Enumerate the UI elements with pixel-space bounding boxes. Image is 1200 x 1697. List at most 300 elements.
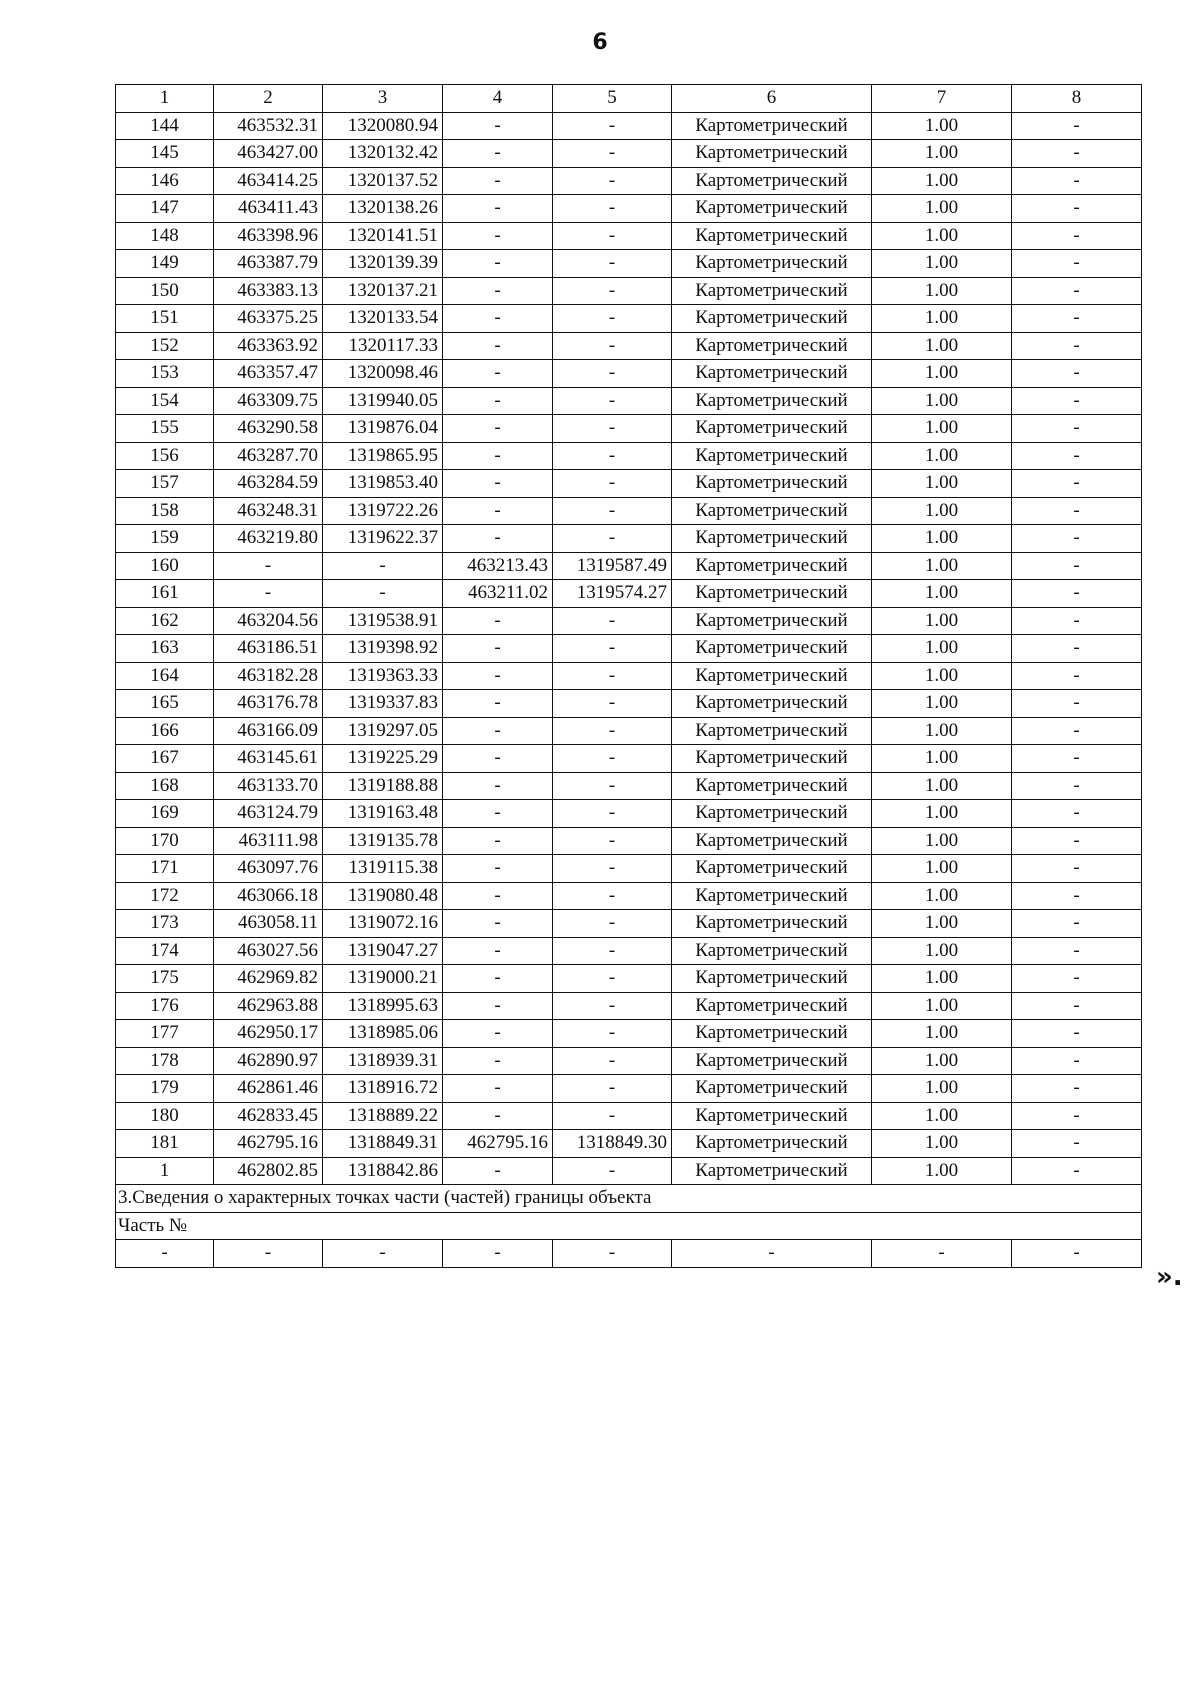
table-cell: - — [1012, 470, 1142, 498]
table-cell: - — [443, 387, 553, 415]
table-cell: - — [553, 360, 672, 388]
table-cell: - — [553, 800, 672, 828]
table-cell: - — [553, 910, 672, 938]
table-cell: Картометрический — [672, 305, 872, 333]
table-row — [116, 167, 1142, 195]
table-cell: 463133.70 — [214, 772, 323, 800]
page-number: 6 — [592, 30, 608, 55]
table-cell: 1319398.92 — [323, 635, 443, 663]
table-cell: - — [443, 937, 553, 965]
table-cell: - — [116, 1240, 214, 1268]
table-cell: 463411.43 — [214, 195, 323, 223]
table-cell: 1.00 — [872, 360, 1012, 388]
table-cell: - — [553, 717, 672, 745]
table-cell: 462795.16 — [214, 1130, 323, 1158]
table-cell: - — [1012, 250, 1142, 278]
table-cell: Картометрический — [672, 910, 872, 938]
table-cell: 462950.17 — [214, 1020, 323, 1048]
table-cell: 463383.13 — [214, 277, 323, 305]
table-cell: 1.00 — [872, 140, 1012, 168]
table-row — [116, 937, 1142, 965]
table-cell: Картометрический — [672, 195, 872, 223]
table-cell: 1.00 — [872, 827, 1012, 855]
table-cell: - — [553, 1240, 672, 1268]
table-cell: - — [443, 250, 553, 278]
table-cell: 1320117.33 — [323, 332, 443, 360]
table-row — [116, 140, 1142, 168]
table-cell: Картометрический — [672, 855, 872, 883]
table-cell: 1.00 — [872, 525, 1012, 553]
column-header: 7 — [872, 85, 1012, 113]
table-cell: Картометрический — [672, 1157, 872, 1185]
table-cell: 147 — [116, 195, 214, 223]
table-row — [116, 497, 1142, 525]
table-cell: 1318985.06 — [323, 1020, 443, 1048]
table-cell: - — [553, 1075, 672, 1103]
table-cell: 1319135.78 — [323, 827, 443, 855]
table-cell: - — [443, 882, 553, 910]
table-cell: 167 — [116, 745, 214, 773]
table-row — [116, 690, 1142, 718]
table-cell: - — [443, 717, 553, 745]
table-cell: 1319587.49 — [553, 552, 672, 580]
table-cell: 1320132.42 — [323, 140, 443, 168]
table-cell: 463414.25 — [214, 167, 323, 195]
table-cell: 1320098.46 — [323, 360, 443, 388]
table-cell: Картометрический — [672, 167, 872, 195]
table-cell: 161 — [116, 580, 214, 608]
table-cell: Картометрический — [672, 1130, 872, 1158]
table-cell: - — [443, 1102, 553, 1130]
table-row — [116, 607, 1142, 635]
table-cell: - — [443, 662, 553, 690]
table-cell: 1.00 — [872, 855, 1012, 883]
table-cell: Картометрический — [672, 222, 872, 250]
table-cell: - — [1012, 1047, 1142, 1075]
table-cell: - — [1012, 965, 1142, 993]
table-cell: - — [1012, 1240, 1142, 1268]
table-cell: 169 — [116, 800, 214, 828]
table-cell: 159 — [116, 525, 214, 553]
table-cell: 1.00 — [872, 387, 1012, 415]
table-row — [116, 525, 1142, 553]
table-cell: 1319574.27 — [553, 580, 672, 608]
table-cell: 1.00 — [872, 717, 1012, 745]
table-cell: - — [1012, 305, 1142, 333]
table-cell: - — [443, 470, 553, 498]
part-row — [116, 1240, 1142, 1268]
table-cell: 149 — [116, 250, 214, 278]
table-cell: 1318916.72 — [323, 1075, 443, 1103]
table-cell: 150 — [116, 277, 214, 305]
table-cell: 1.00 — [872, 277, 1012, 305]
table-cell: - — [1012, 167, 1142, 195]
table-cell: - — [553, 607, 672, 635]
column-header: 3 — [323, 85, 443, 113]
table-cell: - — [1012, 937, 1142, 965]
table-cell: 463532.31 — [214, 112, 323, 140]
table-cell: Картометрический — [672, 140, 872, 168]
table-cell: 165 — [116, 690, 214, 718]
table-cell: 1.00 — [872, 772, 1012, 800]
table-cell: 1319940.05 — [323, 387, 443, 415]
table-cell: 168 — [116, 772, 214, 800]
table-cell: Картометрический — [672, 937, 872, 965]
table-cell: - — [1012, 662, 1142, 690]
table-cell: - — [443, 415, 553, 443]
table-row — [116, 965, 1142, 993]
table-cell: - — [1012, 607, 1142, 635]
table-cell: 1318889.22 — [323, 1102, 443, 1130]
table-row — [116, 442, 1142, 470]
table-cell: - — [553, 1102, 672, 1130]
table-cell: 463284.59 — [214, 470, 323, 498]
table-cell: 1.00 — [872, 1047, 1012, 1075]
table-cell: Картометрический — [672, 827, 872, 855]
table-cell: Картометрический — [672, 580, 872, 608]
column-header: 6 — [672, 85, 872, 113]
table-cell: - — [443, 690, 553, 718]
table-cell: 463111.98 — [214, 827, 323, 855]
table-cell: 1.00 — [872, 662, 1012, 690]
table-cell: 1.00 — [872, 1157, 1012, 1185]
table-cell: 177 — [116, 1020, 214, 1048]
table-cell: - — [553, 827, 672, 855]
table-cell: - — [1012, 442, 1142, 470]
table-row — [116, 992, 1142, 1020]
table-cell: 1319163.48 — [323, 800, 443, 828]
table-cell: - — [1012, 387, 1142, 415]
table-row — [116, 1075, 1142, 1103]
table-cell: 463427.00 — [214, 140, 323, 168]
table-cell: - — [553, 222, 672, 250]
table-cell: 166 — [116, 717, 214, 745]
table-cell: - — [443, 607, 553, 635]
table-cell: - — [1012, 1102, 1142, 1130]
table-cell: 162 — [116, 607, 214, 635]
table-cell: - — [553, 965, 672, 993]
table-cell: 1320141.51 — [323, 222, 443, 250]
table-cell: 1319538.91 — [323, 607, 443, 635]
coordinates-table — [115, 84, 1142, 1268]
table-cell: 176 — [116, 992, 214, 1020]
table-cell: Картометрический — [672, 552, 872, 580]
table-cell: - — [443, 140, 553, 168]
table-cell: 463066.18 — [214, 882, 323, 910]
table-cell: 463204.56 — [214, 607, 323, 635]
table-cell: - — [553, 167, 672, 195]
table-cell: - — [553, 250, 672, 278]
part-label: Часть № — [116, 1212, 1142, 1240]
table-row — [116, 855, 1142, 883]
table-cell: 1.00 — [872, 470, 1012, 498]
table-cell: 154 — [116, 387, 214, 415]
table-cell: 1.00 — [872, 305, 1012, 333]
table-cell: - — [1012, 800, 1142, 828]
table-cell: - — [1012, 360, 1142, 388]
table-cell: 1.00 — [872, 937, 1012, 965]
table-cell: - — [443, 277, 553, 305]
table-cell: 153 — [116, 360, 214, 388]
table-cell: 1318939.31 — [323, 1047, 443, 1075]
table-cell: 463398.96 — [214, 222, 323, 250]
table-cell: - — [553, 277, 672, 305]
table-cell: - — [443, 800, 553, 828]
table-cell: - — [323, 1240, 443, 1268]
table-cell: 1319115.38 — [323, 855, 443, 883]
table-cell: 148 — [116, 222, 214, 250]
table-cell: Картометрический — [672, 387, 872, 415]
table-cell: - — [323, 552, 443, 580]
table-row — [116, 717, 1142, 745]
table-cell: 462963.88 — [214, 992, 323, 1020]
table-cell: 463182.28 — [214, 662, 323, 690]
table-cell: 156 — [116, 442, 214, 470]
column-header: 2 — [214, 85, 323, 113]
table-cell: 1320137.21 — [323, 277, 443, 305]
table-cell: 181 — [116, 1130, 214, 1158]
table-cell: - — [553, 112, 672, 140]
table-row — [116, 305, 1142, 333]
header-row — [116, 85, 1142, 113]
table-cell: - — [1012, 992, 1142, 1020]
table-cell: - — [553, 882, 672, 910]
table-cell: Картометрический — [672, 525, 872, 553]
table-row — [116, 1157, 1142, 1185]
table-cell: 155 — [116, 415, 214, 443]
table-cell: 1.00 — [872, 1130, 1012, 1158]
table-cell: - — [1012, 195, 1142, 223]
table-cell: - — [443, 497, 553, 525]
table-cell: 163 — [116, 635, 214, 663]
table-cell: 463290.58 — [214, 415, 323, 443]
table-cell: Картометрический — [672, 882, 872, 910]
table-row — [116, 1020, 1142, 1048]
table-cell: - — [1012, 690, 1142, 718]
table-cell: - — [443, 965, 553, 993]
table-cell: Картометрический — [672, 772, 872, 800]
table-cell: Картометрический — [672, 497, 872, 525]
table-row — [116, 580, 1142, 608]
table-cell: - — [443, 442, 553, 470]
table-cell: 1319000.21 — [323, 965, 443, 993]
table-cell: - — [443, 1240, 553, 1268]
table-cell: - — [1012, 745, 1142, 773]
table-cell: 1318995.63 — [323, 992, 443, 1020]
table-cell: - — [443, 992, 553, 1020]
table-cell: - — [1012, 497, 1142, 525]
table-cell: Картометрический — [672, 360, 872, 388]
table-cell: 463027.56 — [214, 937, 323, 965]
table-cell: 144 — [116, 112, 214, 140]
table-row — [116, 662, 1142, 690]
table-cell: 1320080.94 — [323, 112, 443, 140]
table-cell: - — [1012, 552, 1142, 580]
table-cell: Картометрический — [672, 800, 872, 828]
table-cell: - — [1012, 580, 1142, 608]
table-cell: - — [1012, 717, 1142, 745]
table-cell: 1319865.95 — [323, 442, 443, 470]
table-cell: 462795.16 — [443, 1130, 553, 1158]
table-cell: - — [214, 1240, 323, 1268]
table-cell: - — [443, 1020, 553, 1048]
table-cell: - — [1012, 635, 1142, 663]
table-cell: 1 — [116, 1157, 214, 1185]
table-row — [116, 745, 1142, 773]
table-cell: Картометрический — [672, 607, 872, 635]
table-cell: 1.00 — [872, 415, 1012, 443]
table-cell: - — [553, 1157, 672, 1185]
table-cell: - — [443, 745, 553, 773]
table-cell: - — [553, 937, 672, 965]
table-cell: - — [443, 910, 553, 938]
table-cell: 170 — [116, 827, 214, 855]
table-cell: 1.00 — [872, 965, 1012, 993]
table-cell: 462861.46 — [214, 1075, 323, 1103]
table-cell: 1319337.83 — [323, 690, 443, 718]
table-cell: - — [443, 1075, 553, 1103]
table-cell: - — [443, 222, 553, 250]
table-cell: 1.00 — [872, 580, 1012, 608]
table-cell: - — [1012, 1075, 1142, 1103]
table-cell: - — [553, 470, 672, 498]
table-cell: - — [553, 415, 672, 443]
column-header: 4 — [443, 85, 553, 113]
table-row — [116, 415, 1142, 443]
table-cell: 463176.78 — [214, 690, 323, 718]
table-cell: 1.00 — [872, 552, 1012, 580]
table-row — [116, 1047, 1142, 1075]
section-title-row — [116, 1185, 1142, 1213]
table-cell: 164 — [116, 662, 214, 690]
table-cell: - — [1012, 112, 1142, 140]
table-cell: 1320138.26 — [323, 195, 443, 223]
part-label-row — [116, 1212, 1142, 1240]
table-cell: 462802.85 — [214, 1157, 323, 1185]
table-cell: 463248.31 — [214, 497, 323, 525]
table-cell: Картометрический — [672, 250, 872, 278]
table-cell: 463145.61 — [214, 745, 323, 773]
table-cell: 1.00 — [872, 745, 1012, 773]
table-cell: - — [1012, 1130, 1142, 1158]
table-cell: 1.00 — [872, 250, 1012, 278]
table-cell: 1.00 — [872, 442, 1012, 470]
table-cell: 151 — [116, 305, 214, 333]
table-row — [116, 332, 1142, 360]
table-cell: Картометрический — [672, 1020, 872, 1048]
table-cell: 1.00 — [872, 222, 1012, 250]
closing-quote: ». — [1156, 1262, 1183, 1292]
table-cell: 1319722.26 — [323, 497, 443, 525]
table-row — [116, 112, 1142, 140]
table-row — [116, 635, 1142, 663]
table-cell: 1.00 — [872, 800, 1012, 828]
table-cell: - — [553, 690, 672, 718]
table-cell: 174 — [116, 937, 214, 965]
table-cell: 1.00 — [872, 635, 1012, 663]
table-cell: 462969.82 — [214, 965, 323, 993]
table-cell: 1.00 — [872, 497, 1012, 525]
table-cell: - — [1012, 415, 1142, 443]
table-cell: - — [1012, 827, 1142, 855]
table-cell: - — [443, 360, 553, 388]
table-cell: Картометрический — [672, 965, 872, 993]
table-cell: 1318849.31 — [323, 1130, 443, 1158]
table-cell: 1319363.33 — [323, 662, 443, 690]
table-cell: 1.00 — [872, 167, 1012, 195]
table-row — [116, 195, 1142, 223]
table-row — [116, 1102, 1142, 1130]
table-cell: 463211.02 — [443, 580, 553, 608]
table-cell: 463287.70 — [214, 442, 323, 470]
table-cell: Картометрический — [672, 112, 872, 140]
table-row — [116, 552, 1142, 580]
table-cell: Картометрический — [672, 1102, 872, 1130]
table-cell: 1.00 — [872, 882, 1012, 910]
table-cell: - — [553, 772, 672, 800]
table-row — [116, 772, 1142, 800]
table-cell: - — [1012, 525, 1142, 553]
table-row — [116, 387, 1142, 415]
table-cell: - — [1012, 140, 1142, 168]
table-cell: - — [443, 525, 553, 553]
table-cell: 1319072.16 — [323, 910, 443, 938]
table-row — [116, 222, 1142, 250]
table-row — [116, 1130, 1142, 1158]
table-cell: 152 — [116, 332, 214, 360]
table-cell: - — [443, 635, 553, 663]
table-cell: - — [553, 305, 672, 333]
table-cell: 1319080.48 — [323, 882, 443, 910]
table-cell: 1319853.40 — [323, 470, 443, 498]
table-cell: - — [443, 827, 553, 855]
table-cell: - — [672, 1240, 872, 1268]
table-body — [116, 85, 1142, 1268]
table-cell: - — [1012, 910, 1142, 938]
table-cell: - — [1012, 855, 1142, 883]
table-cell: 173 — [116, 910, 214, 938]
table-cell: - — [443, 195, 553, 223]
table-cell: 1.00 — [872, 910, 1012, 938]
table-cell: Картометрический — [672, 442, 872, 470]
table-cell: 1.00 — [872, 607, 1012, 635]
table-cell: 145 — [116, 140, 214, 168]
table-cell: - — [553, 387, 672, 415]
table-cell: - — [1012, 222, 1142, 250]
table-cell: 172 — [116, 882, 214, 910]
table-cell: 463375.25 — [214, 305, 323, 333]
table-cell: 157 — [116, 470, 214, 498]
table-cell: - — [1012, 1157, 1142, 1185]
table-cell: 180 — [116, 1102, 214, 1130]
table-cell: - — [553, 140, 672, 168]
table-cell: Картометрический — [672, 332, 872, 360]
table-cell: - — [443, 855, 553, 883]
table-cell: 1.00 — [872, 1075, 1012, 1103]
table-cell: 1319876.04 — [323, 415, 443, 443]
table-cell: 1.00 — [872, 112, 1012, 140]
table-cell: - — [553, 635, 672, 663]
table-cell: - — [1012, 1020, 1142, 1048]
table-row — [116, 800, 1142, 828]
table-cell: - — [553, 662, 672, 690]
table-cell: - — [443, 112, 553, 140]
table-cell: - — [443, 305, 553, 333]
table-cell: Картометрический — [672, 277, 872, 305]
table-cell: 1.00 — [872, 1102, 1012, 1130]
table-cell: - — [553, 332, 672, 360]
table-cell: - — [553, 1047, 672, 1075]
